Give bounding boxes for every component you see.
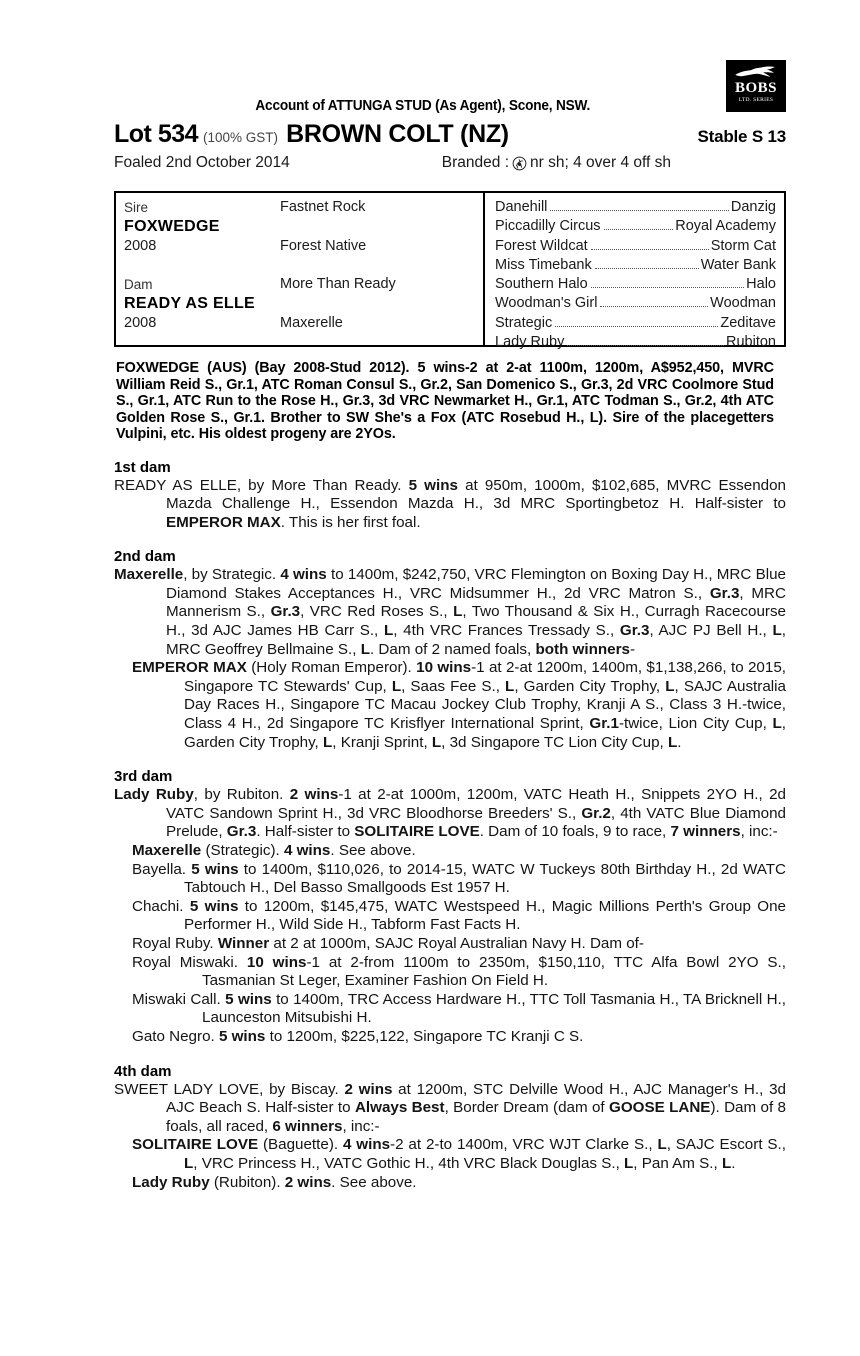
fourth-dam-progeny: Lady Ruby (Rubiton). 2 wins. See above.: [132, 1173, 417, 1191]
gg-left: Danehill: [495, 199, 548, 215]
sire-summary-paragraph: FOXWEDGE (AUS) (Bay 2008-Stud 2012). 5 wins-2 at 2-at 1100m, 1200m, A$952,450, MVRC William Reid S., Gr.1, ATC Roman Consul S., Gr.2, San Domenico S., Gr.3, 2d VRC Coolmore Stud S., Gr.1, ATC Run to the Rose H., Gr.3, 3d VRC Newmarket H., Gr.1, ATC Todman S., Gr.2, 4th ATC Golden Rose S., Gr.1. Brother to SW She's a Fox (ATC Rosebud H., L). Sire of the placegetters Vulpini, etc. His oldest progeny are 2YOs.: [115, 360, 774, 442]
pedigree-gg-row: [495, 333, 776, 352]
gg-right: Danzig: [730, 199, 776, 215]
brand-symbol-icon: [512, 156, 527, 171]
dam-year: 2008: [124, 314, 157, 331]
leader-dots: [550, 200, 728, 211]
bobs-subtext: LTD. SERIES: [738, 97, 774, 103]
leader-dots: [604, 219, 674, 230]
pedigree-table: [114, 191, 786, 351]
first-dam-heading: 1st dam: [114, 458, 171, 476]
dam-sire: More Than Ready: [280, 276, 396, 293]
gg-right: Rubiton: [726, 334, 776, 351]
pedigree-gg-row: [495, 294, 776, 313]
branded-label: Branded :: [441, 154, 510, 171]
leader-dots: [591, 239, 709, 250]
first-dam-section: [114, 459, 786, 533]
gst-note: (100% GST): [203, 130, 279, 145]
sire-name: FOXWEDGE: [124, 218, 220, 236]
gg-left: Strategic: [495, 314, 553, 331]
bobs-wordmark: BOBS: [734, 80, 778, 96]
page-header: [114, 56, 786, 184]
second-dam-body: Maxerelle, by Strategic. 4 wins to 1400m, $242,750, VRC Flemington on Boxing Day H., MRC Blue Diamond Stakes Acceptances H., VRC Midsummer H., 2d VRC Matron S., Gr.3, MRC Mannerism S., Gr.3, VRC Red Roses S., L, Two Thousand & Six H., Curragh Racecourse H., 3d AJC James HB Carr S., L, 4th VRC Frances Tressady S., Gr.3, AJC PJ Bell H., L, MRC Geoffrey Bellmaine S., L. Dam of 2 named foals, both winners-: [114, 566, 786, 658]
pedigree-left-columns: [116, 193, 485, 345]
gg-left: Lady Ruby: [495, 334, 565, 351]
leader-dots: [595, 258, 699, 269]
gg-right: Storm Cat: [710, 237, 776, 254]
sire-dam: Forest Native: [280, 237, 367, 254]
third-dam-body: Lady Ruby, by Rubiton. 2 wins-1 at 2-at 1000m, 1200m, VATC Heath H., Snippets 2YO H., 2d VATC Sandown Sprint H., 3d VRC Bloodhorse Breeders' S., Gr.2, 4th VATC Blue Diamond Prelude, Gr.3. Half-sister to SOLITAIRE LOVE. Dam of 10 foals, 9 to race, 7 winners, inc:-: [114, 786, 786, 841]
pedigree-gg-row: [495, 256, 776, 275]
sire-label: Sire: [124, 200, 149, 215]
leader-dots: [567, 335, 724, 346]
third-dam-section: [114, 768, 786, 1046]
foaled-row: [114, 154, 786, 172]
fourth-dam-progeny: SOLITAIRE LOVE (Baguette). 4 wins-2 at 2-to 1400m, VRC WJT Clarke S., L, SAJC Escort S., L, VRC Princess H., VATC Gothic H., 4th VRC Black Douglas S., L, Pan Am S., L.: [132, 1136, 786, 1172]
pedigree-gg-row: [495, 237, 776, 256]
third-dam-progeny: Gato Negro. 5 wins to 1200m, $225,122, Singapore TC Kranji C S.: [132, 1027, 584, 1045]
account-line: Account of ATTUNGA STUD (As Agent), Scone, NSW.: [255, 98, 591, 114]
third-dam-progeny: Miswaki Call. 5 wins to 1400m, TRC Access Hardware H., TTC Toll Tasmania H., TA Bricknell H., Launceston Mitsubishi H.: [132, 990, 786, 1027]
third-dam-progeny: Chachi. 5 wins to 1200m, $145,475, WATC Westspeed H., Magic Millions Perth's Group One Performer H., Wild Side H., Tabform Fast Facts H.: [132, 897, 786, 934]
dam-dam: Maxerelle: [280, 314, 343, 331]
pedigree-gg-row: [495, 217, 776, 236]
sire-year: 2008: [124, 237, 157, 254]
sire-sire: Fastnet Rock: [280, 199, 366, 215]
gg-right: Halo: [746, 276, 776, 293]
first-dam-body: READY AS ELLE, by More Than Ready. 5 wins at 950m, 1000m, $102,685, MVRC Essendon Mazda Challenge H., Essendon Mazda H., 3d MRC Sportingbetoz H. Half-sister to EMPEROR MAX. This is her first foal.: [114, 476, 787, 531]
third-dam-progeny: Maxerelle (Strategic). 4 wins. See above.: [132, 842, 416, 859]
page-content: [114, 56, 786, 1192]
branded-block: [442, 154, 671, 172]
leader-dots: [555, 316, 718, 327]
third-dam-heading: 3rd dam: [114, 768, 173, 786]
fourth-dam-body: SWEET LADY LOVE, by Biscay. 2 wins at 1200m, STC Delville Wood H., AJC Manager's H., 3d AJC Beach S. Half-sister to Always Best, Border Dream (dam of GOOSE LANE). Dam of 8 foals, all raced, 6 winners, inc:-: [114, 1080, 786, 1135]
gg-right: Woodman: [710, 295, 776, 312]
pedigree-gg-row: [495, 314, 776, 333]
foaled-date: Foaled 2nd October 2014: [114, 154, 290, 171]
gg-left: Piccadilly Circus: [495, 218, 601, 235]
second-dam-section: [114, 548, 786, 752]
page-title: BROWN COLT (NZ): [286, 120, 509, 148]
third-dam-progeny: Bayella. 5 wins to 1400m, $110,026, to 2014-15, WATC W Tuckeys 80th Birthday H., 2d WATC Tabtouch H., Del Basso Smallgoods Est 1957 H.: [132, 860, 786, 897]
leader-dots: [591, 277, 744, 288]
pedigree-gg-row: [495, 198, 776, 217]
lot-number: Lot 534: [114, 120, 199, 148]
gg-left: Miss Timebank: [495, 256, 592, 273]
pedigree-gg-row: [495, 275, 776, 294]
second-dam-heading: 2nd dam: [114, 548, 176, 566]
dam-label: Dam: [124, 277, 153, 293]
pedigree-column-great-grandparents: [485, 193, 784, 351]
gg-left: Woodman's Girl: [495, 295, 598, 312]
gg-left: Southern Halo: [495, 276, 588, 293]
gg-left: Forest Wildcat: [495, 237, 588, 254]
third-dam-progeny: Royal Miswaki. 10 wins-1 at 2-from 1100m to 2350m, $150,110, TTC Alfa Bowl 2YO S., Tasmanian St Leger, Examiner Fashion On Field H.: [132, 953, 786, 990]
dam-name: READY AS ELLE: [124, 295, 256, 313]
fourth-dam-section: [114, 1063, 786, 1193]
fourth-dam-heading: 4th dam: [114, 1062, 172, 1080]
second-dam-progeny: EMPEROR MAX (Holy Roman Emperor). 10 wins-1 at 2-at 1200m, 1400m, $1,138,266, to 2015, Singapore TC Stewards' Cup, L, Saas Fee S., L, Garden City Trophy, L, SAJC Australia Day Races H., Singapore TC Macau Jockey Club Trophy, Kranji A S., Class 3 H.-twice, Class 4 H., 2d Singapore TC Krisflyer International Sprint, Gr.1-twice, Lion City Cup, L, Garden City Trophy, L, Kranji Sprint, L, 3d Singapore TC Lion City Cup, L.: [132, 659, 786, 751]
pedigree-column-parents: [116, 193, 278, 345]
leader-dots: [600, 296, 708, 307]
stable-label: Stable S 13: [697, 127, 786, 146]
pedigree-column-grandparents: [278, 193, 483, 345]
gg-right: Water Bank: [700, 256, 776, 273]
gg-right: Royal Academy: [675, 218, 776, 235]
gg-right: Zeditave: [720, 314, 776, 331]
lot-row: [114, 120, 786, 149]
third-dam-progeny: Royal Ruby. Winner at 2 at 1000m, SAJC Royal Australian Navy H. Dam of-: [132, 934, 644, 952]
branded-detail: nr sh; 4 over 4 off sh: [530, 154, 672, 171]
